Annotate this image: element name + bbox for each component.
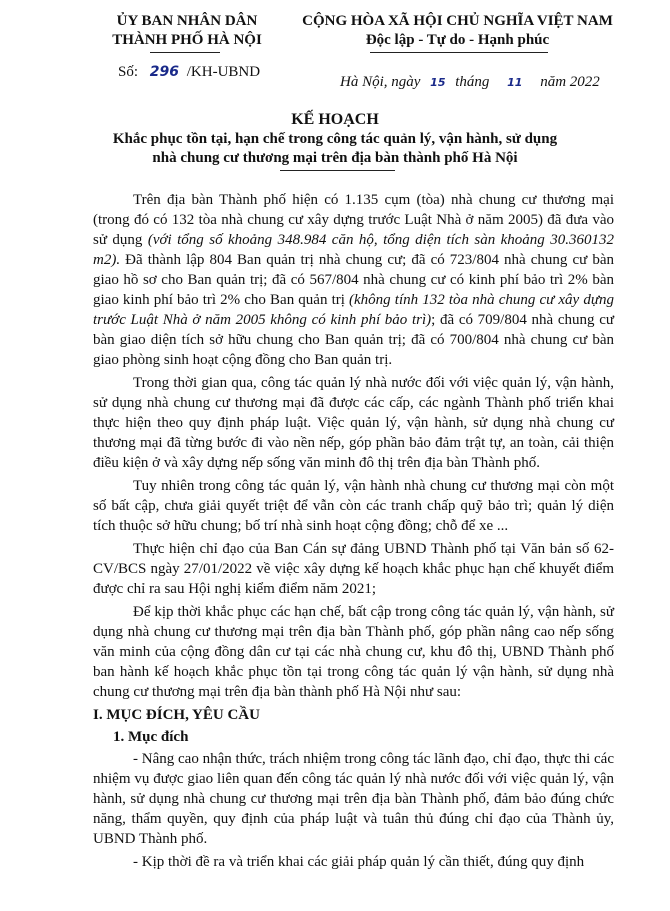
title-underline	[280, 170, 395, 171]
document-subtitle: Khắc phục tồn tại, hạn chế trong công tác quản lý, vận hành, sử dụng nhà chung cư thương mại trên địa bàn thành phố Hà Nội	[112, 131, 558, 166]
nation-line-1: CỘNG HÒA XÃ HỘI CHỦ NGHĨA VIỆT NAM	[302, 13, 613, 29]
p1-part-d: (không tính 132 tòa nhà chung cư xây dựng trước Luật Nhà ở năm 2005 không có kinh phí bảo trì)	[93, 292, 615, 328]
paragraph-4: Thực hiện chỉ đạo của Ban Cán sự đảng UBND Thành phố tại Văn bản số 62-CV/BCS ngày 27/01/2022 về việc xây dựng kế hoạch khắc phục hạn chế khuyết điểm được chỉ ra sau Hội nghị kiểm điểm năm 2021;	[93, 541, 614, 597]
paragraph-5: Để kịp thời khắc phục các hạn chế, bất cập trong công tác quản lý, vận hành, sử dụng nhà chung cư thương mại trên địa bàn Thành phố, góp phần nâng cao nếp sống văn minh của cộng đồng dân cư tại các nhà chung cư, khu đô thị, UBND Thành phố ban hành kế hoạch khắc phục tồn tại trong công tác quản lý vận hành, sử dụng nhà chung cư thương mại trên địa bàn thành phố Hà Nội như sau:	[93, 604, 614, 700]
date-month-label: tháng	[455, 74, 490, 90]
paragraph-2: Trong thời gian qua, công tác quản lý nhà nước đối với việc quản lý, vận hành, sử dụng nhà chung cư thương mại đã được các cấp, các ngành Thành phố triển khai thực hiện theo quy định pháp luật. Việc quản lý, vận hành, sử dụng nhà chung cư thương mại đã từng bước đi vào nền nếp, góp phần bảo đảm trật tự, an toàn, cải thiện điều kiện ở và xây dựng nếp sống văn minh đô thị trên địa bàn Thành phố.	[93, 375, 614, 471]
document-title: KẾ HOẠCH	[291, 111, 379, 128]
section-heading-1: I. MỤC ĐÍCH, YÊU CẦU	[93, 707, 260, 723]
document-number	[118, 62, 260, 82]
issuing-authority	[92, 12, 282, 50]
date-day: 15	[430, 76, 446, 89]
authority-underline	[150, 52, 220, 53]
paragraph-7: - Kịp thời đề ra và triển khai các giải pháp quản lý cần thiết, đúng quy định	[133, 854, 585, 870]
subsection-heading-1: 1. Mục đích	[113, 729, 189, 745]
authority-line-1: ỦY BAN NHÂN DÂN	[116, 13, 258, 29]
authority-line-2: THÀNH PHỐ HÀ NỘI	[112, 32, 262, 48]
date-prefix: Hà Nội, ngày	[340, 74, 421, 90]
date-year: năm 2022	[540, 74, 600, 90]
national-motto	[285, 12, 630, 50]
paragraph-3: Tuy nhiên trong công tác quản lý, vận hành nhà chung cư thương mại còn một số bất cập, chưa giải quyết triệt để vẫn còn các tranh chấp quỹ bảo trì; quản lý diện tích thuộc sở hữu chung; bố trí nhà sinh hoạt cộng đồng; chỗ để xe ...	[93, 478, 614, 534]
p1-part-e: ; đã có 709/804 nhà chung cư bàn giao diện tích sở hữu chung cho Ban quản trị; đã có 700/804 nhà chung cư bàn giao phòng sinh hoạt cộng đồng cho Ban quản trị.	[93, 312, 614, 368]
document-body	[93, 190, 614, 875]
paragraph-1	[93, 190, 614, 370]
doc-no-handwritten: 296	[149, 64, 179, 80]
doc-no-suffix: /KH-UBND	[186, 64, 261, 80]
doc-no-prefix: Số:	[118, 64, 139, 80]
p1-part-b: (với tổng số khoảng 348.984 căn hộ, tổng diện tích sàn khoảng 30.360132 m2).	[93, 232, 614, 268]
p1-part-c: Đã thành lập 804 Ban quản trị nhà chung cư; đã có 723/804 nhà chung cư bàn giao hồ sơ cho Ban quản trị; đã có 567/804 nhà chung cư có kinh phí bảo trì 2% bàn giao kinh phí bảo trì 2% cho Ban quản trị	[93, 252, 614, 308]
nation-line-2: Độc lập - Tự do - Hạnh phúc	[365, 32, 550, 48]
issue-date	[340, 72, 600, 93]
motto-underline	[370, 52, 548, 53]
date-month: 11	[507, 76, 523, 89]
paragraph-6: - Nâng cao nhận thức, trách nhiệm trong công tác lãnh đạo, chỉ đạo, thực thi các nhiệm vụ được giao liên quan đến công tác quản lý nhà nước đối với việc quản lý, vận hành, sử dụng nhà chung cư thương mại trên địa bàn Thành phố, đảm bảo đúng chức năng, thẩm quyền, quy định của pháp luật và tuân thủ đúng chỉ đạo của Thành ủy, UBND Thành phố.	[93, 751, 614, 847]
p1-part-a: Trên địa bàn Thành phố hiện có 1.135 cụm (tòa) nhà chung cư thương mại (trong đó có 132 tòa nhà chung cư xây dựng trước Luật Nhà ở năm 2005) đã đưa vào sử dụng	[93, 192, 614, 248]
